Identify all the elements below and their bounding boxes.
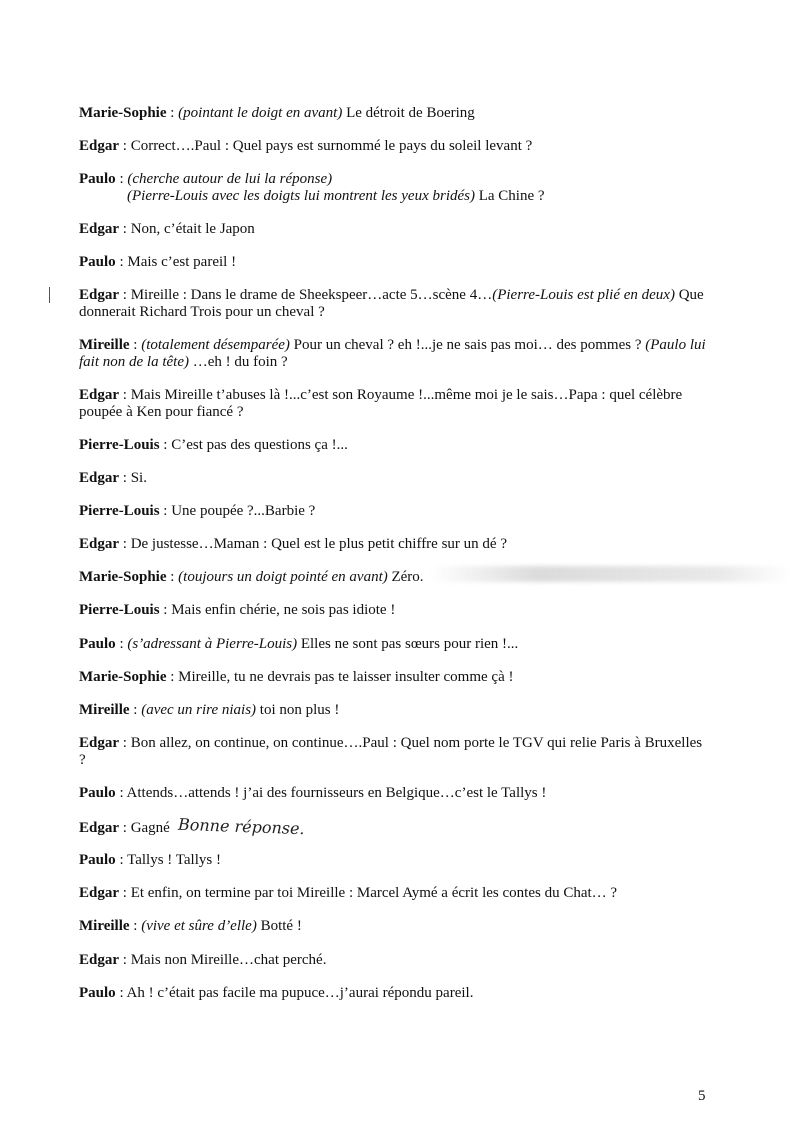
line-text: Le détroit de Boering: [342, 105, 475, 121]
stage-direction-line: [79, 188, 709, 205]
dialogue-line: Pierre-Louis : Mais enfin chérie, ne sois pas idiote !: [79, 602, 396, 618]
stage-direction: (totalement désemparée): [141, 337, 290, 353]
speaker-name: Pierre-Louis: [79, 602, 160, 618]
dialogue-line: Marie-Sophie : (toujours un doigt pointé en avant) Zéro.: [79, 569, 424, 585]
handwritten-annotation: Bonne réponse.: [177, 814, 305, 839]
line-text: Mais c’est pareil !: [127, 254, 237, 270]
stage-direction: (toujours un doigt pointé en avant): [178, 569, 388, 585]
line-text: Pour un cheval ? eh !...je ne sais pas moi… des pommes ?: [289, 337, 642, 353]
stage-direction: (Pierre-Louis est plié en deux): [492, 287, 675, 303]
line-text: Elles ne sont pas sœurs pour rien !...: [297, 636, 519, 652]
line-text: Mais Mireille t’abuses là !...c’est son Royaume !...même moi je le sais…Papa : quel célèbre poupée à Ken pour fiancé ?: [79, 387, 683, 420]
stage-direction: (vive et sûre d’elle): [141, 918, 257, 934]
dialogue-line: Marie-Sophie : Mireille, tu ne devrais pas te laisser insulter comme çà !: [79, 669, 514, 685]
line-text: Une poupée ?...Barbie ?: [171, 503, 316, 519]
dialogue-line: Edgar : De justesse…Maman : Quel est le plus petit chiffre sur un dé ?: [79, 536, 507, 552]
line-text: Si.: [130, 470, 147, 486]
speaker-name: Edgar: [79, 138, 120, 154]
speaker-name: Marie-Sophie: [79, 669, 167, 685]
line-text: Zéro.: [387, 569, 424, 585]
speaker-name: Edgar: [79, 820, 120, 836]
line-text: Mireille, tu ne devrais pas te laisser insulter comme çà !: [178, 669, 514, 685]
dialogue-line: Mireille : (avec un rire niais) toi non plus !: [79, 702, 340, 718]
dialogue-line: Edgar : Gagné Bonne réponse.: [79, 814, 305, 839]
dialogue-line: Marie-Sophie : (pointant le doigt en avant) Le détroit de Boering: [79, 105, 475, 121]
dialogue-line: Edgar : Bon allez, on continue, on continue….Paul : Quel nom porte le TGV qui relie Paris à Bruxelles ?: [79, 735, 703, 768]
speaker-name: Paulo: [79, 852, 116, 868]
speaker-name: Paulo: [79, 985, 116, 1001]
line-text: De justesse…Maman : Quel est le plus petit chiffre sur un dé ?: [130, 536, 507, 552]
speaker-name: Edgar: [79, 885, 120, 901]
dialogue-line: Pierre-Louis : Une poupée ?...Barbie ?: [79, 503, 316, 519]
stage-direction: (Paulo lui fait non de la tête): [79, 337, 706, 370]
dialogue-line: Mireille : (totalement désemparée) Pour un cheval ? eh !...je ne sais pas moi… des pommes ? (Paulo lui fait non de la tête) …eh ! du foin ?: [79, 337, 706, 370]
dialogue-line: Edgar : Non, c’était le Japon: [79, 221, 255, 237]
line-text: …eh ! du foin ?: [188, 354, 288, 370]
line-text: Gagné: [130, 820, 170, 836]
dialogue-line: Paulo : Ah ! c’était pas facile ma pupuce…j’aurai répondu pareil.: [79, 985, 474, 1001]
dialogue-line: Paulo : Attends…attends ! j’ai des fournisseurs en Belgique…c’est le Tallys !: [79, 785, 547, 801]
speaker-name: Edgar: [79, 735, 120, 751]
dialogue-line: Edgar : Mireille : Dans le drame de Sheekspeer…acte 5…scène 4…(Pierre-Louis est plié en deux) Que donnerait Richard Trois pour un cheval ?: [79, 287, 704, 320]
line-text: Bon allez, on continue, on continue….Paul : Quel nom porte le TGV qui relie Paris à Bruxelles ?: [79, 735, 703, 768]
speaker-name: Marie-Sophie: [79, 569, 167, 585]
stage-direction: (cherche autour de lui la réponse): [127, 171, 333, 187]
line-text: C’est pas des questions ça !...: [171, 437, 348, 453]
dialogue-line: Paulo : (cherche autour de lui la réponse) (Pierre-Louis avec les doigts lui montrent les yeux bridés) La Chine ?: [79, 171, 709, 205]
dialogue-line: Paulo : Tallys ! Tallys !: [79, 852, 221, 868]
dialogue-line: Paulo : Mais c’est pareil !: [79, 254, 237, 270]
speaker-name: Edgar: [79, 952, 120, 968]
line-text: Mireille : Dans le drame de Sheekspeer…acte 5…scène 4…: [130, 287, 493, 303]
speaker-name: Edgar: [79, 470, 120, 486]
line-text: Et enfin, on termine par toi Mireille : Marcel Aymé a écrit les contes du Chat… ?: [130, 885, 618, 901]
dialogue-line: Edgar : Mais Mireille t’abuses là !...c’est son Royaume !...même moi je le sais…Papa : quel célèbre poupée à Ken pour fiancé ?: [79, 387, 683, 420]
speaker-name: Edgar: [79, 221, 120, 237]
speaker-name: Paulo: [79, 636, 116, 652]
dialogue-line: Edgar : Mais non Mireille…chat perché.: [79, 952, 327, 968]
line-text: Correct….Paul : Quel pays est surnommé le pays du soleil levant ?: [130, 138, 533, 154]
speaker-name: Marie-Sophie: [79, 105, 167, 121]
speaker-name: Paulo: [79, 785, 116, 801]
dialogue-line: Edgar : Correct….Paul : Quel pays est surnommé le pays du soleil levant ?: [79, 138, 533, 154]
line-text: Ah ! c’était pas facile ma pupuce…j’aurai répondu pareil.: [126, 985, 474, 1001]
stage-direction: (s’adressant à Pierre-Louis): [127, 636, 298, 652]
speaker-name: Pierre-Louis: [79, 503, 160, 519]
line-text: Tallys ! Tallys !: [127, 852, 221, 868]
speaker-name: Paulo: [79, 171, 116, 187]
dialogue-line: Pierre-Louis : C’est pas des questions ça !...: [79, 437, 348, 453]
stage-direction: (Pierre-Louis avec les doigts lui montrent les yeux bridés): [127, 188, 475, 204]
line-text: Botté !: [256, 918, 302, 934]
line-text: Non, c’était le Japon: [130, 221, 255, 237]
line-text: La Chine ?: [474, 188, 545, 204]
stage-direction: (pointant le doigt en avant): [178, 105, 343, 121]
speaker-name: Mireille: [79, 702, 130, 718]
dialogue-line: Paulo : (s’adressant à Pierre-Louis) Elles ne sont pas sœurs pour rien !...: [79, 636, 519, 652]
line-text: Attends…attends ! j’ai des fournisseurs en Belgique…c’est le Tallys !: [126, 785, 547, 801]
speaker-name: Paulo: [79, 254, 116, 270]
dialogue-line: Mireille : (vive et sûre d’elle) Botté !: [79, 918, 302, 934]
dialogue-line: Edgar : Si.: [79, 470, 147, 486]
speaker-name: Edgar: [79, 387, 120, 403]
speaker-name: Edgar: [79, 287, 120, 303]
line-text: Mais enfin chérie, ne sois pas idiote !: [171, 602, 396, 618]
stage-direction: (avec un rire niais): [141, 702, 257, 718]
line-text: Mais non Mireille…chat perché.: [130, 952, 327, 968]
margin-mark: [49, 287, 50, 303]
speaker-name: Edgar: [79, 536, 120, 552]
line-text: Que donnerait Richard Trois pour un cheval ?: [79, 287, 704, 320]
dialogue-line: Edgar : Et enfin, on termine par toi Mireille : Marcel Aymé a écrit les contes du Chat… ?: [79, 885, 618, 901]
speaker-name: Pierre-Louis: [79, 437, 160, 453]
line-text: toi non plus !: [256, 702, 340, 718]
speaker-name: Mireille: [79, 918, 130, 934]
speaker-name: Mireille: [79, 337, 130, 353]
page-number: 5: [698, 1088, 706, 1104]
